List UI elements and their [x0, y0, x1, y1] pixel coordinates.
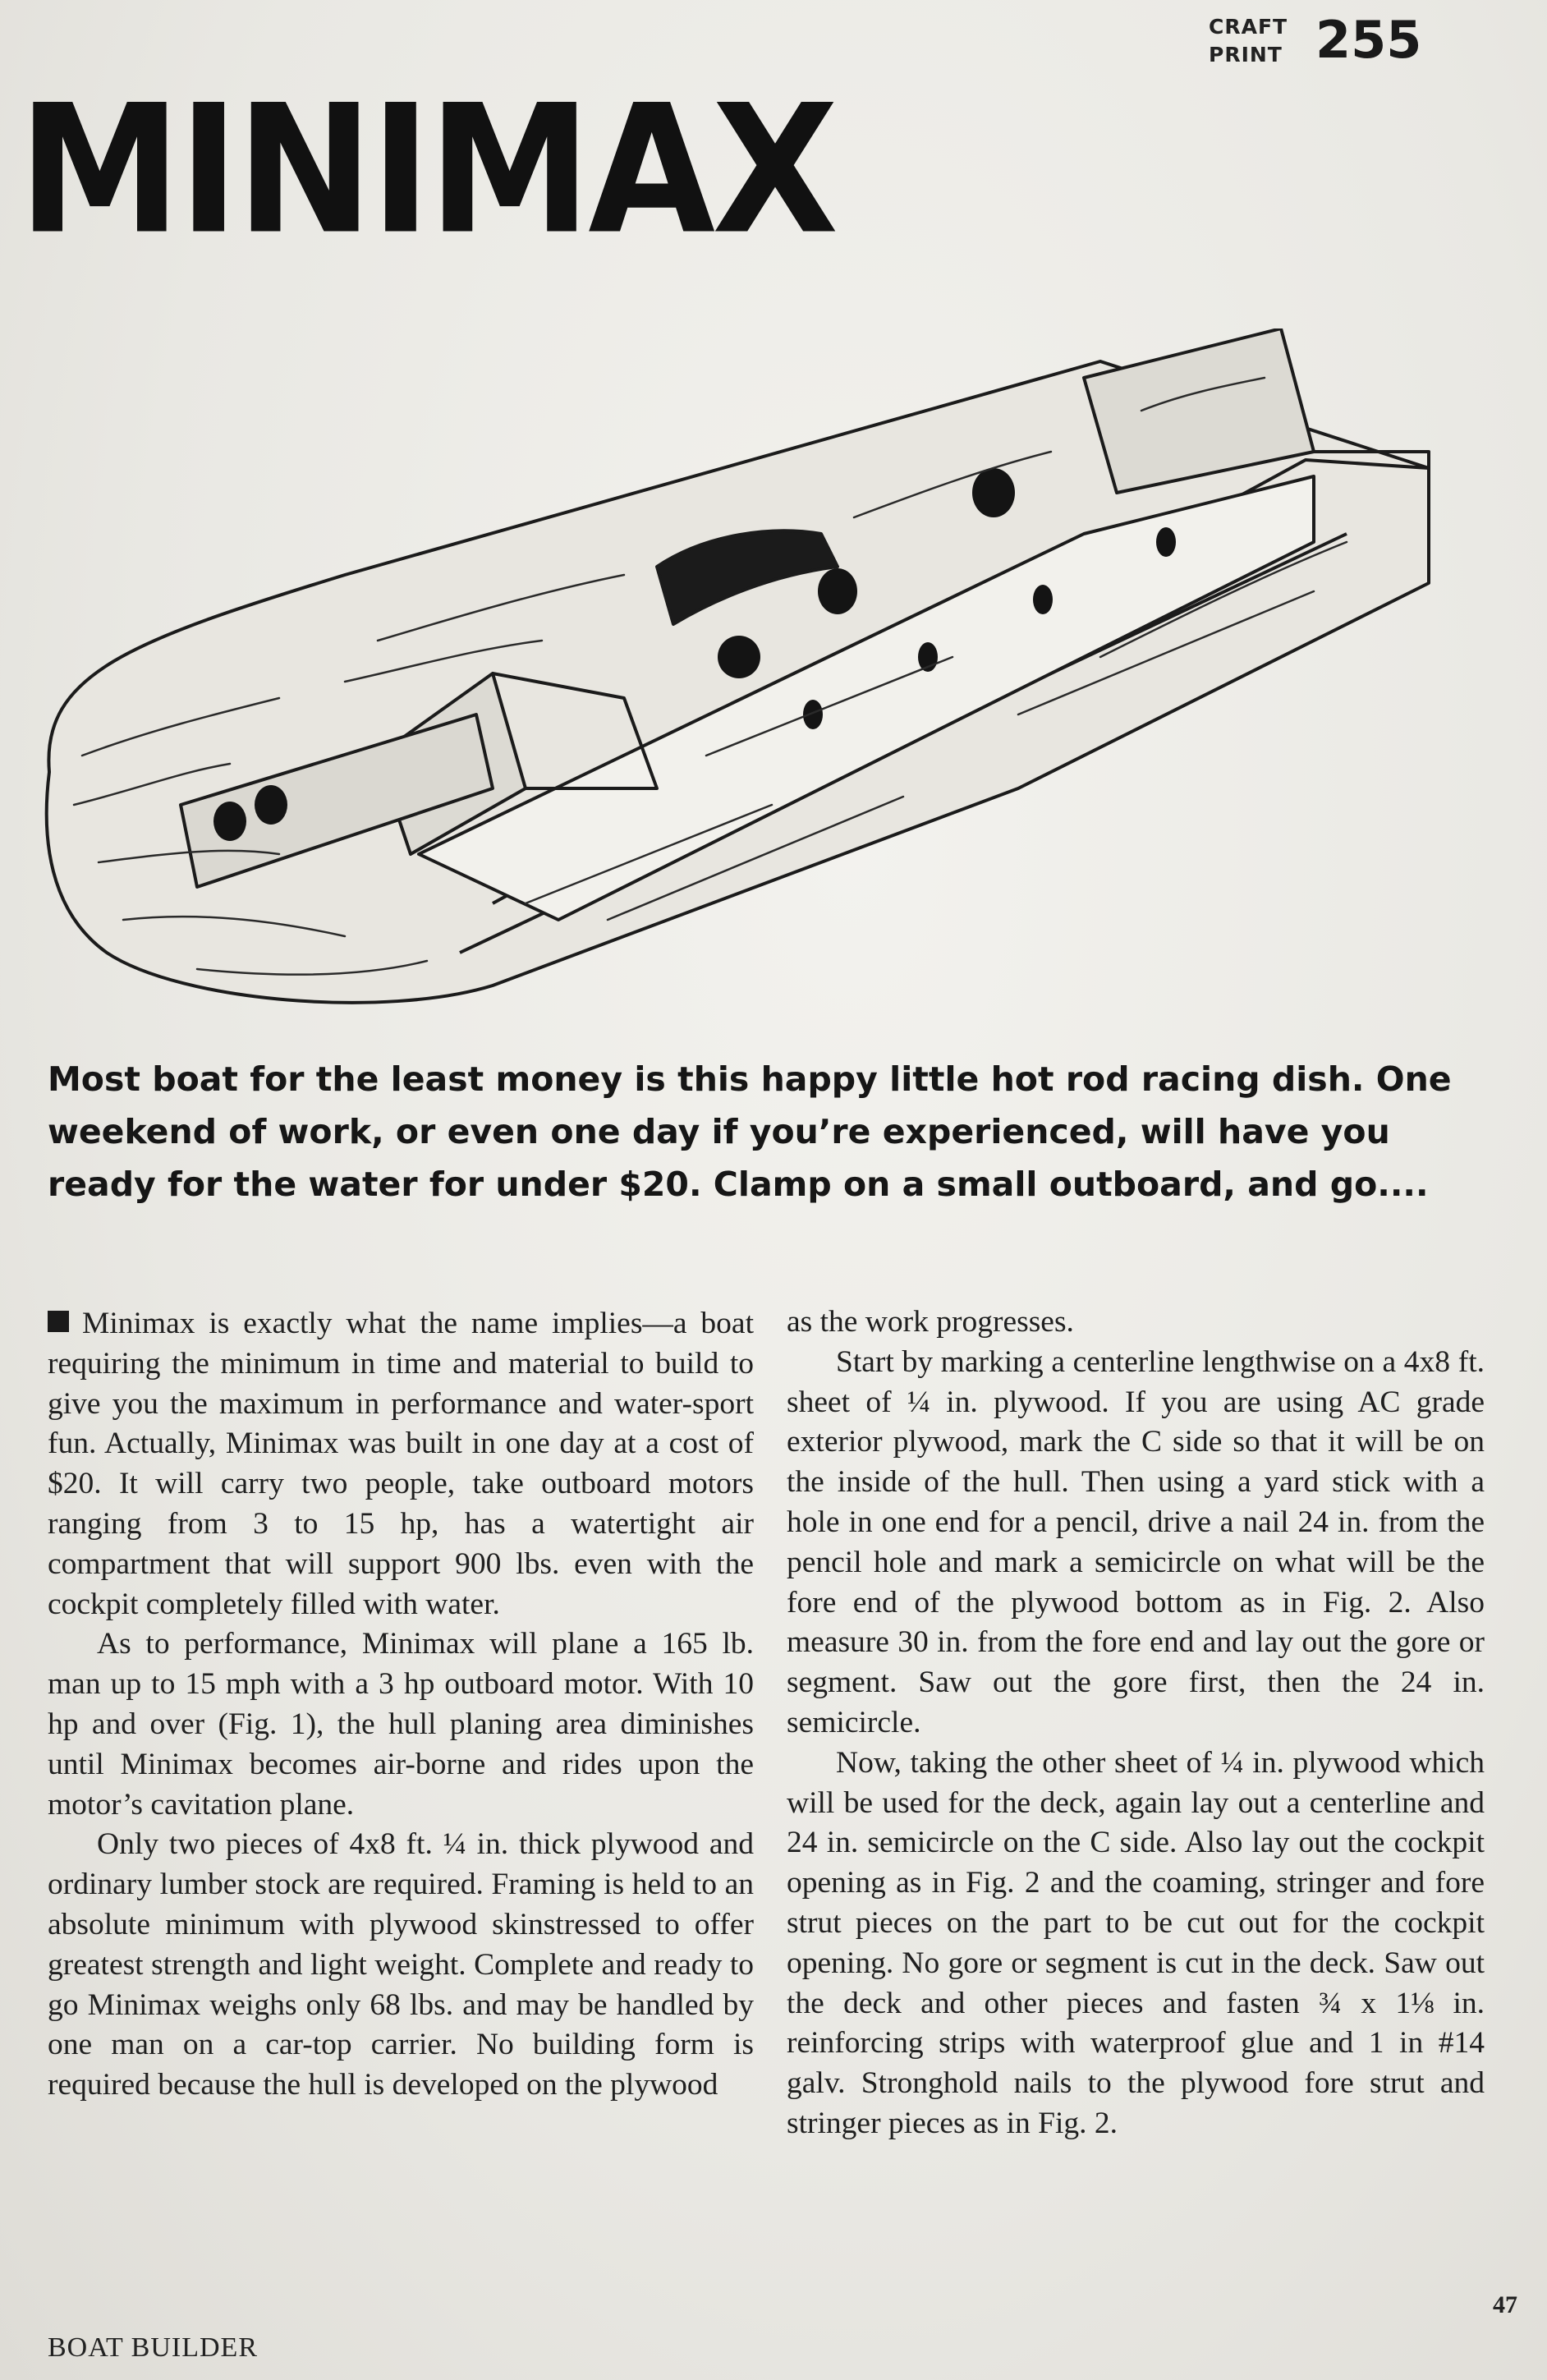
body-paragraph: [48, 1304, 754, 1624]
craft-print-label: [1209, 13, 1288, 69]
boat-illustration-icon: [33, 329, 1445, 1027]
article-title: MINIMAX: [18, 67, 836, 274]
print-number: 255: [1315, 10, 1422, 70]
body-paragraph: Start by marking a centerline lengthwise on a 4x8 ft. sheet of ¼ in. plywood. If you are using AC grade exterior plywood, mark the C side so that it will be on the inside of the hull. Then using a yard stick with a hole in one end for a pencil, drive a nail 24 in. from the pencil hole and mark a semicircle on what will be the fore end of the plywood bottom as in Fig. 2. Also measure 30 in. from the fore end and lay out the gore or segment. Saw out the gore first, then the 24 in. semicircle.: [787, 1344, 1485, 1739]
body-paragraph: As to performance, Minimax will plane a 165 lb. man up to 15 mph with a 3 hp outboard motor. With 10 hp and over (Fig. 1), the hull planing area diminishes until Minimax becomes air-borne and rides upon the motor’s cavitation plane.: [48, 1627, 754, 1822]
paragraph-text: Minimax is exactly what the name implies—a boat requiring the minimum in time and material to build to give you the maximum in performance and water-sport fun. Actually, Minimax was built in one day at a cost of $20. It will carry two people, take outboard motors ranging from 3 to 15 hp, has a watertight air compartment that will support 900 lbs. even with the cockpit completely filled with water.: [48, 1307, 754, 1621]
craft-label: CRAFT: [1209, 15, 1288, 39]
body-column-left: [48, 1304, 754, 2106]
body-paragraph: Now, taking the other sheet of ¼ in. plywood which will be used for the deck, again lay out a centerline and 24 in. semicircle on the C side. Also lay out the cockpit opening as in Fig. 2 and the coaming, stringer and fore strut pieces on the part to be cut out for the cockpit opening. No gore or segment is cut in the deck. Saw out the deck and other pieces and fasten ¾ x 1⅛ in. reinforcing strips with waterproof glue and 1 in #14 galv. Stronghold nails to the plywood fore strut and stringer pieces as in Fig. 2.: [787, 1745, 1485, 2140]
bullet-square-icon: [48, 1311, 69, 1332]
article-intro: Most boat for the least money is this happy little hot rod racing dish. One weekend of work, or even one day if you’re experienced, will have you ready for the water for under $20. Clamp on a small outboard, and go....: [48, 1059, 1452, 1204]
page-number: 47: [1493, 2291, 1517, 2318]
body-paragraph: as the work progresses.: [787, 1305, 1074, 1339]
publication-footer: BOAT BUILDER: [48, 2332, 258, 2363]
body-paragraph: Only two pieces of 4x8 ft. ¼ in. thick plywood and ordinary lumber stock are required. Framing is held to an absolute minimum with plywood skinstressed to offer greatest strength and light weight. Complete and ready to go Minimax weighs only 68 lbs. and may be handled by one man on a car-top carrier. No building form is required because the hull is developed on the plywood: [48, 1827, 754, 2102]
print-label: PRINT: [1209, 43, 1283, 67]
body-column-right: [787, 1303, 1485, 2144]
